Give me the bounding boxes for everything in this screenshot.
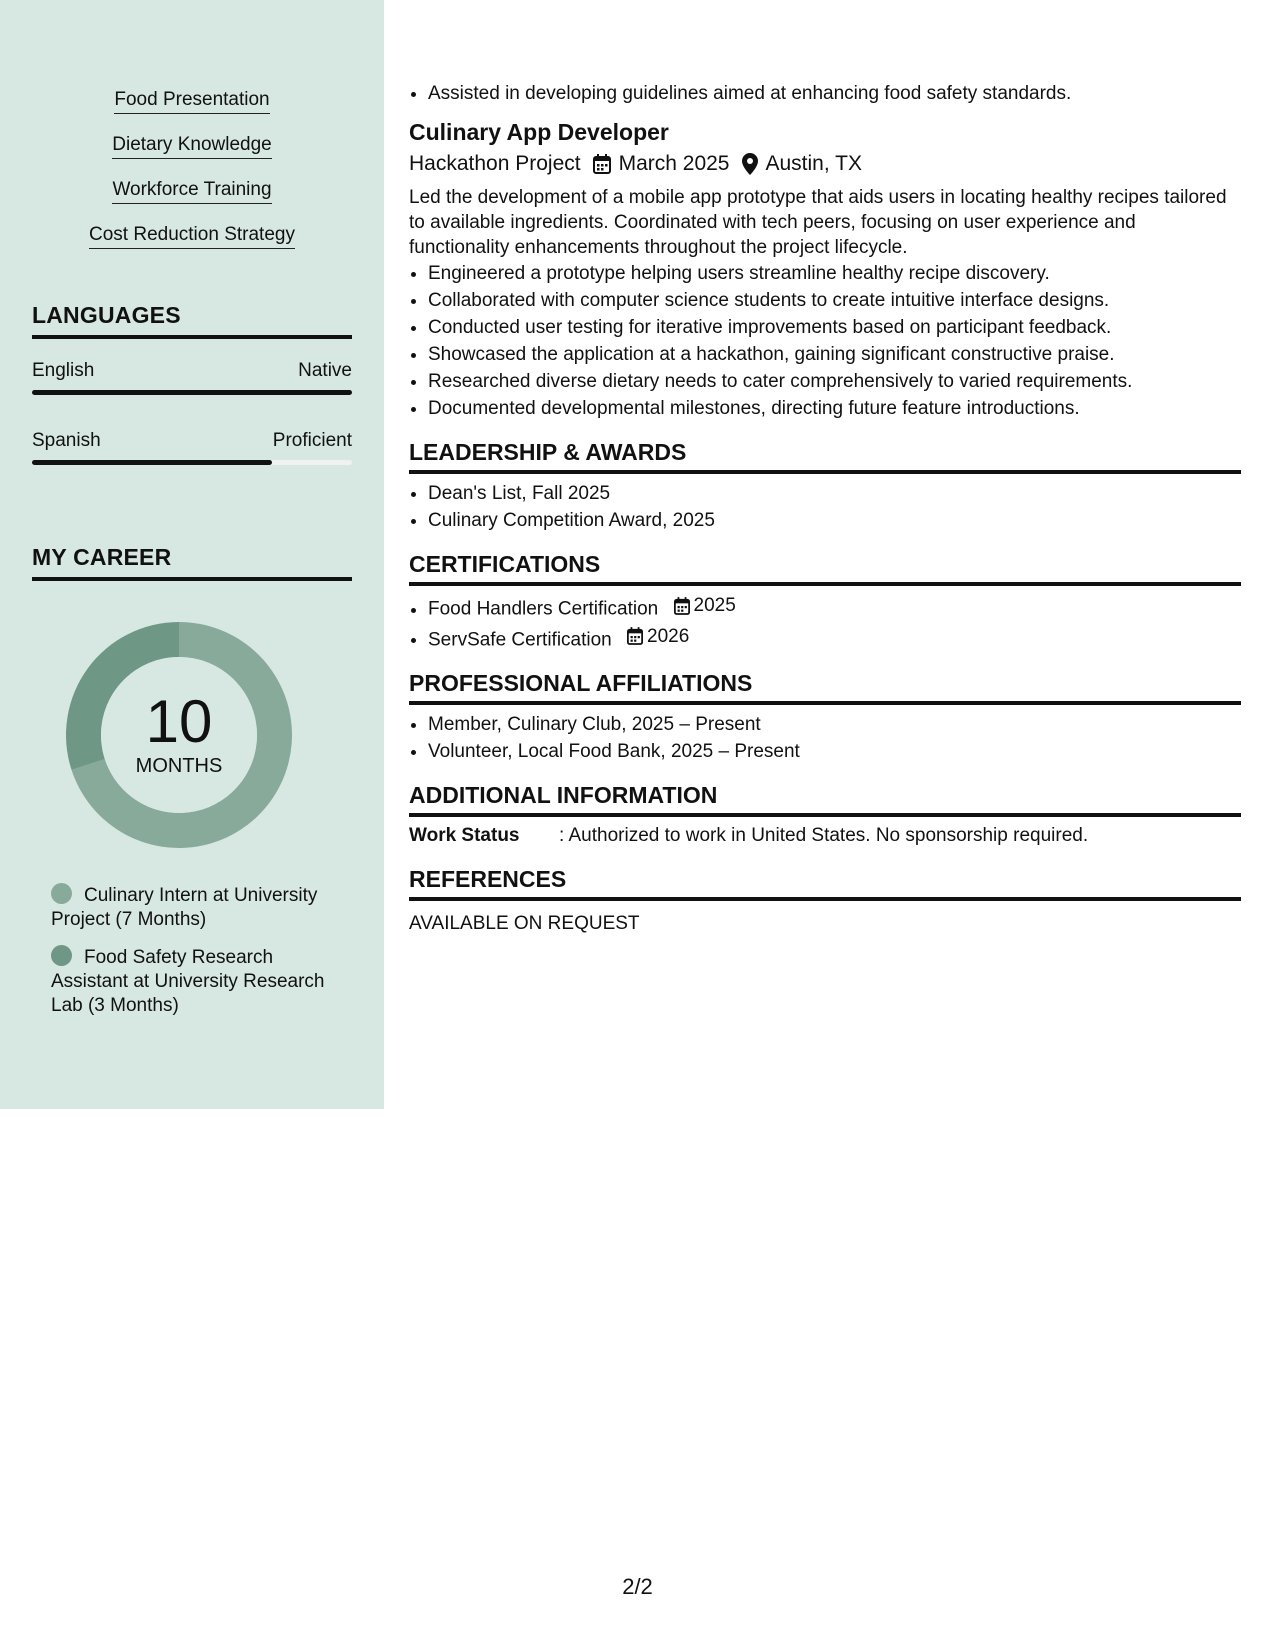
bullet-item: • Researched diverse dietary needs to cater comprehensively to varied requirements. (428, 368, 1241, 395)
bullet-item: • Showcased the application at a hackathon, gaining significant constructive praise. (428, 341, 1241, 368)
language-level: Native (298, 360, 352, 381)
job-location: Austin, TX (765, 152, 862, 175)
calendar-icon (593, 154, 611, 174)
location-pin-icon (742, 153, 758, 175)
work-status-value: : Authorized to work in United States. No sponsorship required. (559, 825, 1089, 846)
work-status-label: Work Status (409, 825, 520, 846)
bullet-item: • Collaborated with computer science students to create intuitive interface designs. (428, 287, 1241, 314)
language-level: Proficient (272, 430, 352, 451)
job-meta (409, 150, 1241, 178)
work-status-row (409, 823, 1241, 849)
career-unit: MONTHS (135, 755, 223, 777)
bullet-item: • Engineered a prototype helping users streamline healthy recipe discovery. (428, 260, 1241, 287)
affiliations-heading: PROFESSIONAL AFFILIATIONS (409, 669, 1241, 705)
job-date: March 2025 (618, 152, 730, 175)
career-total: 10 (145, 688, 213, 755)
list-item: • Member, Culinary Club, 2025 – Present (428, 711, 1241, 738)
languages-heading: LANGUAGES (32, 302, 352, 339)
main-content (409, 80, 1241, 937)
certification-year: 2025 (693, 595, 736, 616)
calendar-icon (674, 597, 690, 615)
certification-name: ServSafe Certification (428, 629, 612, 650)
skill-item: Dietary Knowledge (112, 133, 271, 159)
leadership-list (409, 480, 1241, 534)
job-bullets (409, 260, 1241, 422)
job-company: Hackathon Project (409, 152, 581, 175)
list-item: • Culinary Competition Award, 2025 (428, 507, 1241, 534)
list-item: • Dean's List, Fall 2025 (428, 480, 1241, 507)
job-title: Culinary App Developer (409, 119, 669, 145)
affiliations-list (409, 711, 1241, 765)
career-legend-label: Food Safety Research Assistant at University Research Lab (3 Months) (51, 947, 325, 1016)
certifications-list (409, 592, 1241, 653)
additional-info-heading: ADDITIONAL INFORMATION (409, 781, 1241, 817)
references-heading: REFERENCES (409, 865, 1241, 901)
page-number: 2/2 (622, 1574, 653, 1599)
language-name: English (32, 360, 95, 381)
bullet-item: • Conducted user testing for iterative improvements based on participant feedback. (428, 314, 1241, 341)
skill-item: Food Presentation (114, 88, 269, 114)
certification-item (428, 623, 1241, 654)
language-name: Spanish (32, 430, 101, 451)
bullet-item: • Documented developmental milestones, directing future feature introductions. (428, 395, 1241, 422)
language-proficiency-bar (32, 460, 352, 465)
language-proficiency-bar (32, 390, 352, 395)
calendar-icon (627, 627, 643, 645)
career-heading: MY CAREER (32, 544, 352, 581)
references-text: AVAILABLE ON REQUEST (409, 913, 640, 934)
sidebar (0, 0, 384, 1109)
certification-item (428, 592, 1241, 623)
list-item: • Volunteer, Local Food Bank, 2025 – Present (428, 738, 1241, 765)
language-proficiency-fill (32, 460, 272, 465)
legend-dot (51, 945, 72, 966)
skill-item: Workforce Training (112, 178, 271, 204)
skills-list (0, 88, 384, 268)
certification-year: 2026 (647, 625, 690, 647)
skill-item: Cost Reduction Strategy (89, 223, 295, 249)
language-proficiency-fill (32, 390, 352, 395)
legend-dot (51, 883, 72, 904)
career-legend (51, 883, 341, 1031)
language-english (32, 359, 352, 395)
career-legend-item (51, 883, 341, 932)
career-legend-item (51, 945, 341, 1018)
leadership-heading: LEADERSHIP & AWARDS (409, 438, 1241, 474)
certification-name: Food Handlers Certification (428, 598, 659, 620)
job-description: Led the development of a mobile app prototype that aids users in locating healthy recipes tailored to available ingredients. Coordinated with tech peers, focusing on user experience and functionality enhancements throughout the project lifecycle. (409, 187, 1227, 258)
certifications-heading: CERTIFICATIONS (409, 550, 1241, 586)
language-spanish (32, 429, 352, 465)
previous-job-bullets (409, 80, 1241, 107)
career-legend-label: Culinary Intern at University Project (7 Months) (51, 885, 318, 930)
career-donut-chart (66, 622, 292, 848)
bullet-item: • Assisted in developing guidelines aimed at enhancing food safety standards. (428, 80, 1241, 107)
